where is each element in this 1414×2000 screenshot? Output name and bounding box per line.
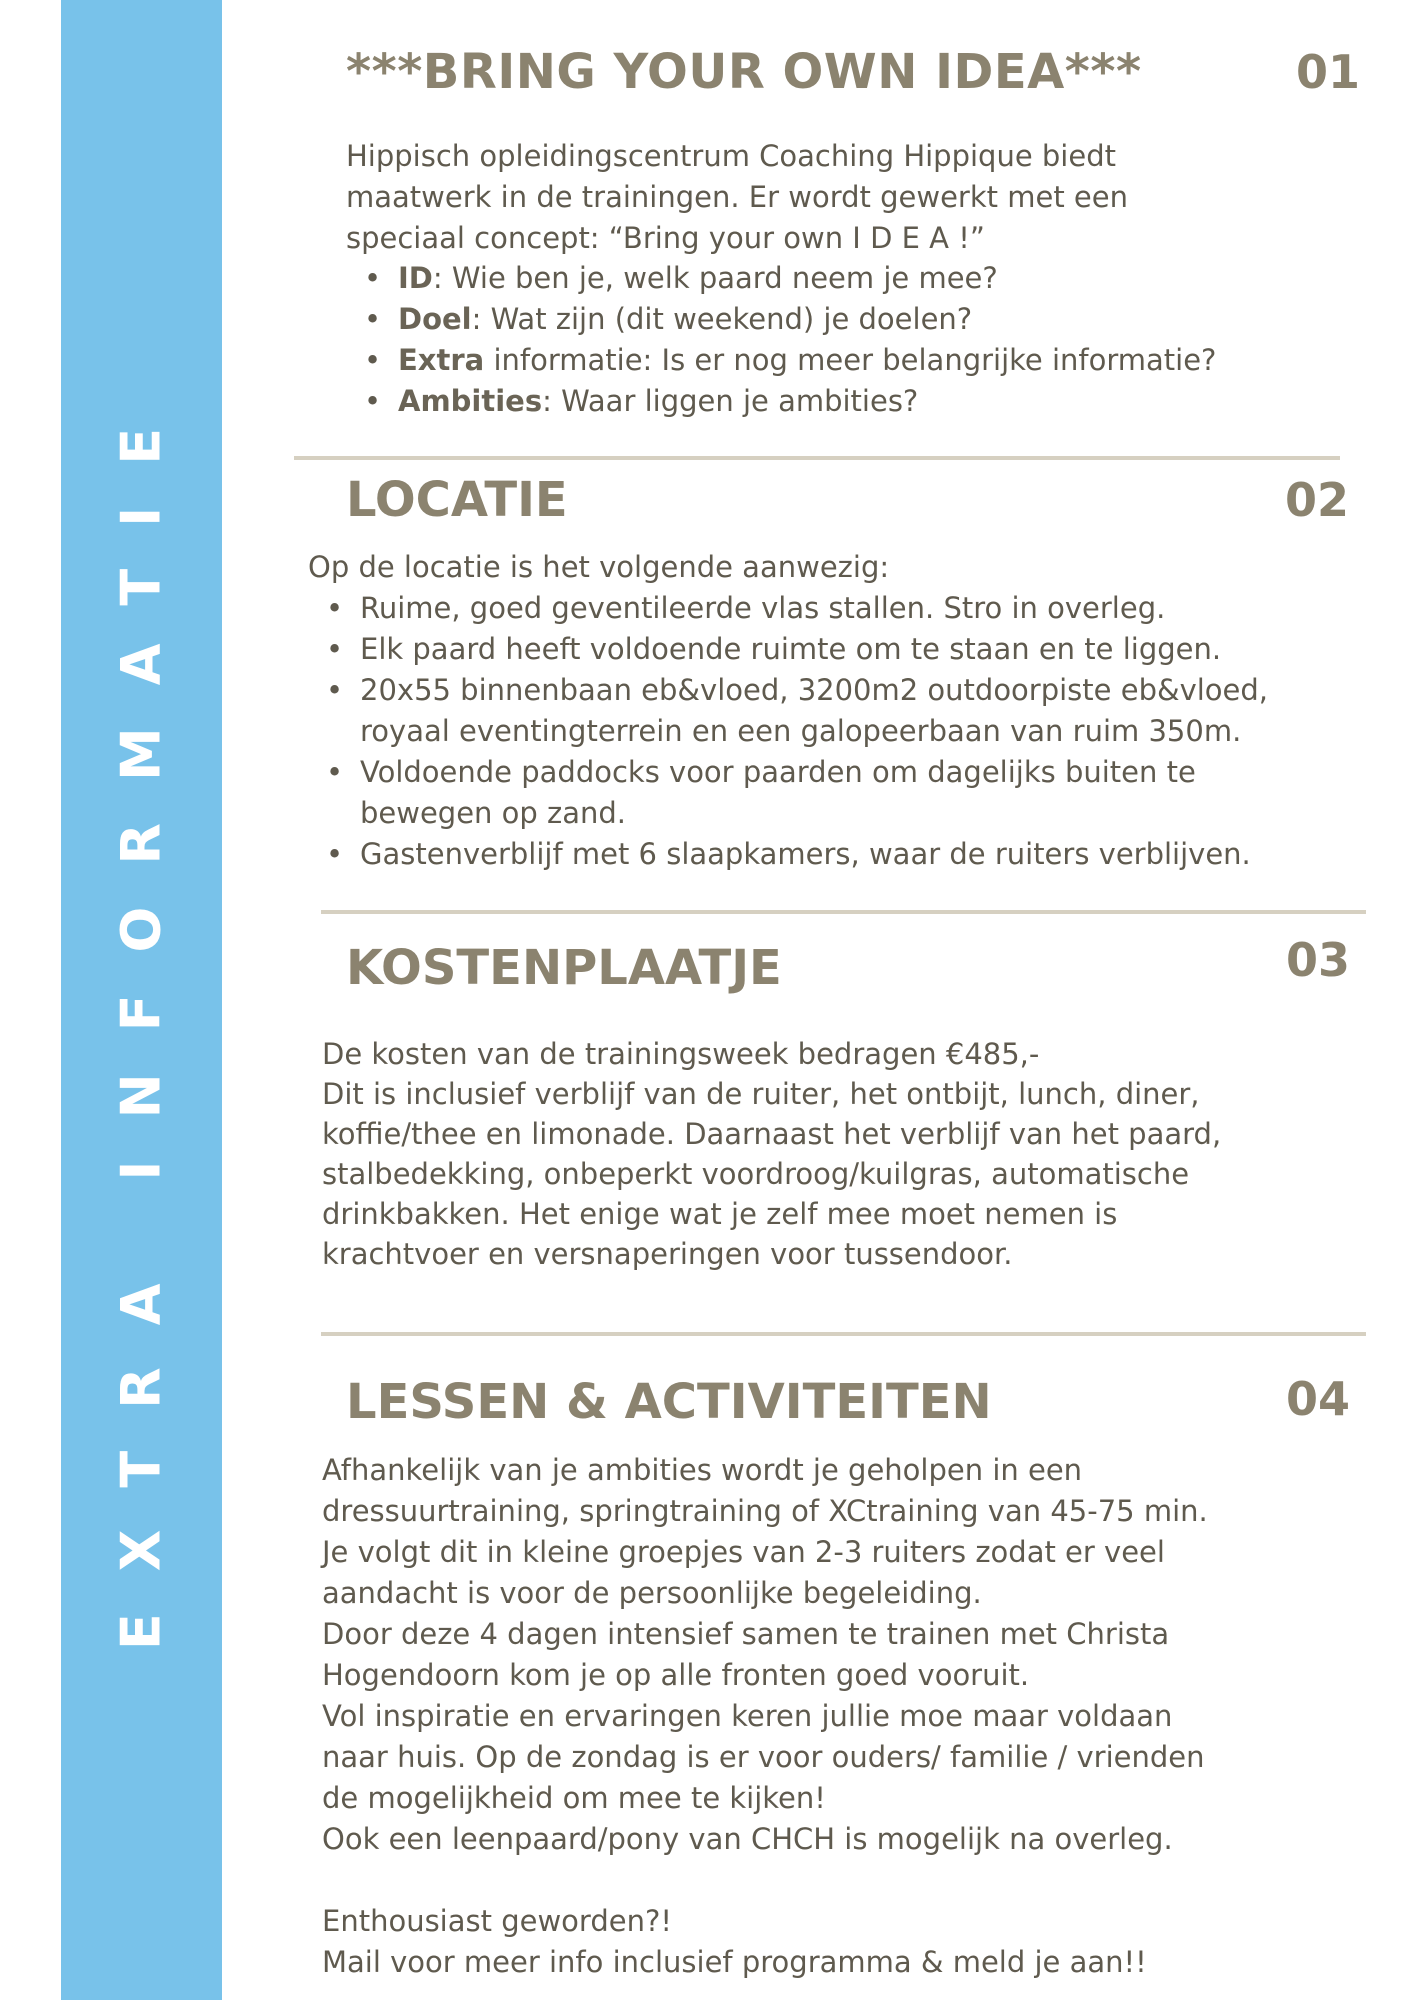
section-body-kosten [322,1034,1221,1274]
section-divider [321,910,1366,914]
bullet-icon: • [326,673,344,707]
bullet-text: Gastenverblijf met 6 slaapkamers, waar de ruiters verblijven. [360,837,1251,871]
bullet-keyword: Extra [398,343,485,377]
section-number-03: 03 [1286,933,1351,987]
text-line: Je volgt dit in kleine groepjes van 2-3 ruiters zodat er veel [322,1535,1165,1569]
section-title-bring-your-own-idea: ***BRING YOUR OWN IDEA*** [346,44,1142,100]
bullet-text: : Waar liggen je ambities? [542,384,919,418]
list-item [326,588,1268,629]
bullet-text: 20x55 binnenbaan eb&vloed, 3200m2 outdoorpiste eb&vloed, [360,673,1269,707]
text-line: naar huis. Op de zondag is er voor ouders/ familie / vrienden [322,1740,1205,1774]
idea-bullet-list [358,258,1216,422]
text-line: speciaal concept: “Bring your own I D E A !” [346,221,985,255]
list-item [326,670,1269,752]
text-line: Mail voor meer info inclusief programma & meld je aan!! [322,1945,1147,1979]
section-number-04: 04 [1286,1372,1351,1426]
list-item [326,834,1268,875]
bullet-icon: • [326,837,344,871]
text-line: Op de locatie is het volgende aanwezig: [308,550,890,584]
text-line: aandacht is voor de persoonlijke begeleiding. [322,1576,982,1610]
text-line: dressuurtraining, springtraining of XCtraining van 45-75 min. [322,1494,1208,1528]
list-item [326,752,1268,834]
bullet-icon: • [364,302,382,336]
text-line: Afhankelijk van je ambities wordt je geholpen in een [322,1453,1083,1487]
section-divider [321,1332,1366,1336]
bullet-icon: • [364,384,382,418]
bullet-icon: • [364,261,382,295]
text-line: Hogendoorn kom je op alle fronten goed vooruit. [322,1658,1030,1692]
text-line: koffie/thee en limonade. Daarnaast het verblijf van het paard, [322,1117,1222,1151]
text-line: drinkbakken. Het enige wat je zelf mee moet nemen is [322,1197,1118,1231]
text-line: Hippisch opleidingscentrum Coaching Hippique biedt [346,139,1116,173]
section-divider [294,456,1340,460]
bullet-text: : Wie ben je, welk paard neem je mee? [432,261,998,295]
bullet-text: Elk paard heeft voldoende ruimte om te staan en te liggen. [360,632,1222,666]
list-item [364,258,1216,299]
section-number-02: 02 [1285,473,1350,527]
bullet-icon: • [326,632,344,666]
bullet-keyword: ID [398,261,433,295]
bullet-text: bewegen op zand. [360,796,627,830]
text-line: stalbedekking, onbeperkt voordroog/kuilgras, automatische [322,1157,1190,1191]
section-body-lessen [322,1450,1208,1983]
bullet-icon: • [364,343,382,377]
bullet-text: Voldoende paddocks voor paarden om dagelijks buiten te [360,755,1196,789]
text-line: maatwerk in de trainingen. Er wordt gewerkt met een [346,180,1128,214]
section-title-lessen-activiteiten: LESSEN & ACTIVITEITEN [346,1374,992,1430]
list-item [364,381,1216,422]
bullet-keyword: Doel [398,302,472,336]
bullet-text: informatie: Is er nog meer belangrijke informatie? [484,343,1217,377]
bullet-icon: • [326,591,344,625]
bullet-text: Ruime, goed geventileerde vlas stallen. Stro in overleg. [360,591,1166,625]
text-line: De kosten van de trainingsweek bedragen €485,- [322,1037,1040,1071]
section-intro-idea [346,136,1128,259]
bullet-icon: • [326,755,344,789]
text-line: Enthousiast geworden?! [322,1904,672,1938]
list-item [364,340,1217,381]
bullet-text: royaal eventingterrein en een galopeerbaan van ruim 350m. [360,714,1242,748]
section-title-locatie: LOCATIE [346,472,568,528]
text-line [322,1860,1208,1901]
text-line: Ook een leenpaard/pony van CHCH is mogelijk na overleg. [322,1822,1173,1856]
location-bullet-list [320,588,1268,875]
bullet-text: : Wat zijn (dit weekend) je doelen? [471,302,973,336]
text-line: krachtvoer en versnaperingen voor tussendoor. [322,1237,1013,1271]
text-line: Dit is inclusief verblijf van de ruiter, het ontbijt, lunch, diner, [322,1077,1200,1111]
section-number-01: 01 [1296,45,1361,99]
text-line: Vol inspiratie en ervaringen keren jullie moe maar voldaan [322,1699,1173,1733]
list-item [364,299,1216,340]
list-item [326,629,1268,670]
text-line: Door deze 4 dagen intensief samen te trainen met Christa [322,1617,1170,1651]
bullet-keyword: Ambities [398,384,543,418]
section-title-kostenplaatje: KOSTENPLAATJE [346,940,782,996]
section-intro-locatie [308,547,889,588]
sidebar-title: EXTRA INFORMATIE [109,385,173,1651]
text-line: de mogelijkheid om mee te kijken! [322,1781,826,1815]
